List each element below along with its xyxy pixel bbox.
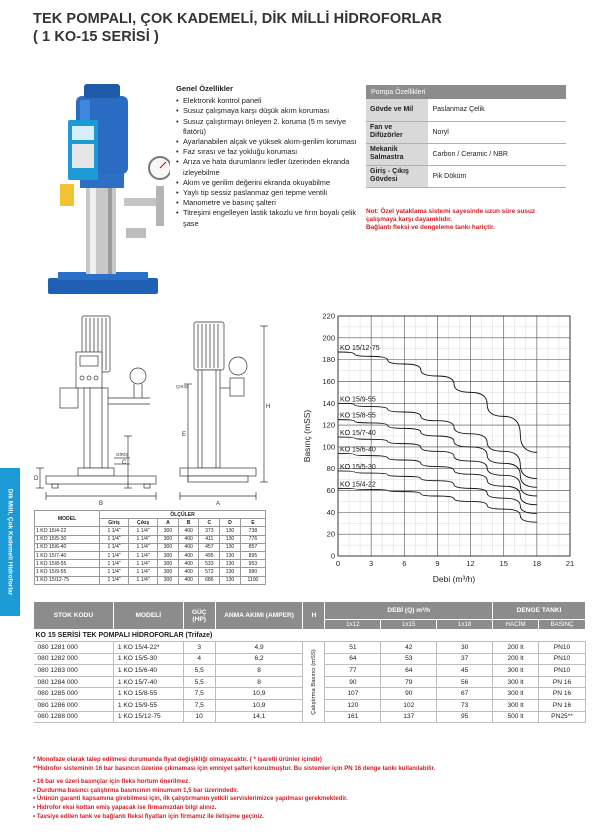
dims-cell: 300 bbox=[158, 568, 179, 576]
cell-stok: 080 1281 000 bbox=[34, 642, 114, 654]
table-row bbox=[35, 543, 266, 551]
dims-cell: 373 bbox=[199, 527, 220, 535]
footnote-list-item: • Tavsiye edilen tank ve bağlantı fleksi fiyatları için firmamız ile iletişime geçiniz. bbox=[33, 812, 264, 820]
dims-cell: 400 bbox=[178, 576, 199, 584]
start-pressure-label bbox=[303, 642, 325, 723]
prop-value: Pik Döküm bbox=[428, 165, 566, 187]
feature-item: • Yaylı tip sessiz paslanmaz geri tepme ventili bbox=[176, 188, 366, 198]
dims-cell: 1 1/4" bbox=[100, 543, 129, 551]
table-row bbox=[35, 535, 266, 543]
cell-basinc: PN 16 bbox=[538, 676, 585, 688]
outlet-label: ÇIKIŞ bbox=[176, 384, 188, 389]
table-row bbox=[34, 642, 586, 654]
cell-q2: 64 bbox=[381, 665, 437, 677]
col-flow-sub: 1x18 bbox=[437, 620, 493, 630]
prop-key: Gövde ve Mil bbox=[366, 99, 428, 121]
footnote-list-item: • 16 bar ve üzeri basınçlar için fleks hortum önerilmez. bbox=[33, 778, 190, 786]
cell-q2: 137 bbox=[381, 711, 437, 723]
pump-properties-header: Pompa Özellikleri bbox=[366, 85, 566, 99]
dims-cell: 130 bbox=[220, 527, 241, 535]
dims-cell: 1 1/4" bbox=[129, 543, 158, 551]
dims-col-header: E bbox=[240, 519, 265, 527]
footnote-text: Durdurma basıncı çalıştırma basıncının minumum 1,5 bar üzerindedir. bbox=[36, 786, 239, 794]
cell-akim: 6,2 bbox=[215, 653, 303, 665]
series-label: KO 15/12-75 bbox=[340, 345, 380, 352]
dims-model: 1 KO 15/12-75 bbox=[35, 576, 100, 584]
dims-cell: 300 bbox=[158, 535, 179, 543]
dims-cell: 130 bbox=[220, 560, 241, 568]
title-line-2: ( 1 KO-15 SERİSİ ) bbox=[33, 29, 159, 45]
red-note bbox=[366, 208, 566, 232]
y-tick-label: 140 bbox=[322, 398, 335, 408]
col-flow-sub: 1x12 bbox=[325, 620, 381, 630]
x-tick-label: 18 bbox=[532, 559, 542, 568]
photo-pressure-switch bbox=[60, 184, 74, 206]
dims-cell: 300 bbox=[158, 527, 179, 535]
prop-value: Carbon / Ceramic / NBR bbox=[428, 143, 566, 165]
x-tick-label: 6 bbox=[402, 559, 407, 568]
dims-model: 1 KO 15/6-40 bbox=[35, 543, 100, 551]
y-tick-label: 160 bbox=[322, 376, 335, 386]
dims-cell: 495 bbox=[199, 551, 220, 559]
dims-col-header: D bbox=[220, 519, 241, 527]
prop-value: Noryl bbox=[428, 121, 566, 143]
product-table bbox=[33, 601, 586, 723]
cell-q2: 79 bbox=[381, 676, 437, 688]
y-axis-label: Basınç (mSS) bbox=[302, 409, 312, 463]
cell-q1: 107 bbox=[325, 688, 381, 700]
col-flow-sub: 1x15 bbox=[381, 620, 437, 630]
y-tick-label: 100 bbox=[322, 442, 335, 452]
cell-stok: 080 1283 000 bbox=[34, 665, 114, 677]
feature-item: • Akım ve gerilim değerini ekranda okuyabilme bbox=[176, 178, 366, 188]
table-row bbox=[366, 165, 566, 187]
cell-q2: 42 bbox=[381, 642, 437, 654]
red-note-line: Bağlantı fleksi ve dengeleme tankı hariçtir. bbox=[366, 224, 495, 231]
cell-q1: 90 bbox=[325, 676, 381, 688]
dims-cell: 400 bbox=[178, 560, 199, 568]
dims-cell: 1 1/4" bbox=[129, 560, 158, 568]
table-row bbox=[35, 560, 266, 568]
dims-cell: 1 1/4" bbox=[100, 551, 129, 559]
x-tick-label: 9 bbox=[435, 559, 440, 568]
dims-cell: 130 bbox=[220, 576, 241, 584]
cell-hacim: 300 lt bbox=[493, 665, 539, 677]
cell-guc: 4 bbox=[183, 653, 215, 665]
cell-q2: 90 bbox=[381, 688, 437, 700]
cell-guc: 5,5 bbox=[183, 665, 215, 677]
cell-stok: 080 1284 000 bbox=[34, 676, 114, 688]
dims-cell: 130 bbox=[220, 535, 241, 543]
cell-stok: 080 1285 000 bbox=[34, 688, 114, 700]
cell-akim: 10,9 bbox=[215, 699, 303, 711]
dims-cell: 1100 bbox=[240, 576, 265, 584]
page-title bbox=[33, 10, 442, 46]
dims-model: 1 KO 15/7-40 bbox=[35, 551, 100, 559]
dims-cell: 1 1/4" bbox=[100, 568, 129, 576]
cell-q1: 77 bbox=[325, 665, 381, 677]
footnote: * Monofaze olarak talep edilmesi durumunda fiyat değişikliği olmayacaktır. ( * işaretli ürünler içindir) bbox=[33, 756, 322, 763]
dims-cell: 130 bbox=[220, 551, 241, 559]
footnotes bbox=[33, 756, 593, 821]
y-tick-label: 180 bbox=[322, 355, 335, 365]
cell-q1: 161 bbox=[325, 711, 381, 723]
prop-value: Paslanmaz Çelik bbox=[428, 99, 566, 121]
cell-basinc: PN10 bbox=[538, 653, 585, 665]
feature-item: • Manometre ve basınç şalteri bbox=[176, 198, 366, 208]
sidebar-category-tab bbox=[0, 468, 20, 616]
cell-guc: 3 bbox=[183, 642, 215, 654]
features-heading: Genel Özellikler bbox=[176, 84, 233, 93]
series-label: KO 15/5-30 bbox=[340, 463, 376, 471]
cell-hacim: 300 lt bbox=[493, 676, 539, 688]
series-label: KO 15/6-40 bbox=[340, 446, 376, 454]
col-tank-volume: HACİM bbox=[493, 620, 539, 630]
feature-item: • Faz sırası ve faz yokluğu koruması bbox=[176, 147, 366, 157]
x-tick-label: 3 bbox=[369, 559, 374, 568]
cell-akim: 14,1 bbox=[215, 711, 303, 723]
table-row bbox=[35, 551, 266, 559]
cell-hacim: 300 lt bbox=[493, 699, 539, 711]
inlet-label: GİRİŞ bbox=[116, 452, 129, 457]
features-list bbox=[176, 96, 366, 229]
x-tick-label: 15 bbox=[499, 559, 508, 568]
general-features bbox=[176, 84, 366, 229]
start-pressure-text: Çalıştırma Basıncı (mSS) bbox=[310, 649, 317, 715]
dims-cell: 990 bbox=[240, 568, 265, 576]
dims-cell: 533 bbox=[199, 560, 220, 568]
cell-q3: 56 bbox=[437, 676, 493, 688]
feature-item: • Susuz çalışmaya karşı düşük akım koruması bbox=[176, 106, 366, 116]
dims-cell: 300 bbox=[158, 560, 179, 568]
dims-cell: 1 1/4" bbox=[100, 527, 129, 535]
footnote-list-item: • Hidrofor eksi kottan emiş yapacak ise firmamızdan bilgi alınız. bbox=[33, 803, 217, 811]
dim-label-e: E bbox=[182, 432, 187, 438]
dim-label-h: H bbox=[266, 404, 271, 410]
col-tank-pressure: BASINÇ bbox=[538, 620, 585, 630]
cell-model: 1 KO 15/4-22* bbox=[113, 642, 183, 654]
dims-cell: 686 bbox=[199, 576, 220, 584]
cell-akim: 10,9 bbox=[215, 688, 303, 700]
cell-q1: 120 bbox=[325, 699, 381, 711]
col-power: GÜÇ (HP) bbox=[183, 602, 215, 630]
dims-cell: 400 bbox=[178, 535, 199, 543]
y-tick-label: 20 bbox=[326, 529, 335, 539]
x-tick-label: 12 bbox=[466, 559, 475, 568]
pump-properties-table bbox=[366, 85, 566, 188]
cell-basinc: PN10 bbox=[538, 665, 585, 677]
cell-q3: 73 bbox=[437, 699, 493, 711]
x-tick-label: 0 bbox=[335, 559, 341, 568]
feature-item: • Susuz çalıştırmayı önleyen 2. koruma (5 m seviye flatörü) bbox=[176, 117, 366, 137]
cell-guc: 5,5 bbox=[183, 676, 215, 688]
cell-model: 1 KO 15/8-55 bbox=[113, 688, 183, 700]
dims-col-header: Giriş bbox=[100, 519, 129, 527]
red-note-line: Not: Özel yataklama sistemi sayesinde uzun süre susuz çalışmaya karşı dayanıklıdır. bbox=[366, 208, 536, 223]
front-view-drawing bbox=[36, 316, 156, 500]
cell-q2: 53 bbox=[381, 653, 437, 665]
dims-col-header: A bbox=[158, 519, 179, 527]
col-current: ANMA AKIMI (AMPER) bbox=[215, 602, 303, 630]
cell-model: 1 KO 15/5-30 bbox=[113, 653, 183, 665]
footnote-text: Tavsiye edilen tank ve bağlantı fleksi fiyatları için firmamız ile iletişime geçiniz. bbox=[36, 812, 264, 820]
table-row bbox=[366, 121, 566, 143]
cell-basinc: PN 16 bbox=[538, 688, 585, 700]
footnote-text: Ürünün garanti kapsamına girebilmesi için, ilk çalıştırmanın yetkili servislerimizce yapılması gerekmektedir. bbox=[36, 795, 348, 803]
cell-q3: 37 bbox=[437, 653, 493, 665]
dims-group-header: ÖLÇÜLER bbox=[100, 511, 266, 519]
feature-item: • Ayarlanabilen alçak ve yüksek akım-gerilim koruması bbox=[176, 137, 366, 147]
footnote-text: 16 bar ve üzeri basınçlar için fleks hortum önerilmez. bbox=[36, 778, 190, 786]
y-tick-label: 220 bbox=[322, 311, 335, 321]
cell-basinc: PN10 bbox=[538, 642, 585, 654]
dims-cell: 1 1/4" bbox=[129, 551, 158, 559]
dims-cell: 776 bbox=[240, 535, 265, 543]
dims-cell: 738 bbox=[240, 527, 265, 535]
dims-model-header: MODEL bbox=[35, 511, 100, 527]
dims-cell: 400 bbox=[178, 527, 199, 535]
dims-cell: 1 1/4" bbox=[100, 576, 129, 584]
cell-stok: 080 1282 000 bbox=[34, 653, 114, 665]
product-photo bbox=[40, 78, 170, 300]
dims-cell: 1 1/4" bbox=[129, 527, 158, 535]
dims-cell: 411 bbox=[199, 535, 220, 543]
photo-manometer bbox=[149, 157, 170, 179]
col-model: MODELİ bbox=[113, 602, 183, 630]
cell-q3: 95 bbox=[437, 711, 493, 723]
table-row bbox=[35, 576, 266, 584]
cell-hacim: 300 lt bbox=[493, 688, 539, 700]
table-row bbox=[366, 99, 566, 121]
dims-cell: 1 1/4" bbox=[100, 560, 129, 568]
cell-basinc: PN25** bbox=[538, 711, 585, 723]
cell-guc: 7,5 bbox=[183, 688, 215, 700]
footnote-list-item: • Durdurma basıncı çalıştırma basıncının minumum 1,5 bar üzerindedir. bbox=[33, 786, 239, 794]
cell-hacim: 200 lt bbox=[493, 653, 539, 665]
series-label: KO 15/7-40 bbox=[340, 430, 376, 438]
dim-label-b: B bbox=[98, 501, 104, 507]
cell-model: 1 KO 15/9-55 bbox=[113, 699, 183, 711]
dims-cell: 857 bbox=[240, 543, 265, 551]
cell-q3: 45 bbox=[437, 665, 493, 677]
dims-model: 1 KO 15/9-55 bbox=[35, 568, 100, 576]
dims-cell: 895 bbox=[240, 551, 265, 559]
cell-guc: 7,5 bbox=[183, 699, 215, 711]
cell-q2: 102 bbox=[381, 699, 437, 711]
feature-item: • Arıza ve hata durumlarını ledler üzerinden ekranda izleyebilme bbox=[176, 157, 366, 177]
cell-q3: 30 bbox=[437, 642, 493, 654]
prop-key: Fan ve Difüzörler bbox=[366, 121, 428, 143]
cell-stok: 080 1288 000 bbox=[34, 711, 114, 723]
dims-model: 1 KO 15/8-55 bbox=[35, 560, 100, 568]
dims-cell: 1 1/4" bbox=[129, 535, 158, 543]
cell-q1: 64 bbox=[325, 653, 381, 665]
cell-model: 1 KO 15/6-40 bbox=[113, 665, 183, 677]
cell-hacim: 200 lt bbox=[493, 642, 539, 654]
table-section-title: KO 15 SERİSİ TEK POMPALI HİDROFORLAR (Trifaze) bbox=[34, 630, 586, 642]
dims-model: 1 KO 15/5-30 bbox=[35, 535, 100, 543]
dims-cell: 300 bbox=[158, 551, 179, 559]
dim-label-d: D bbox=[34, 476, 39, 482]
footnote: **Hidrofor sisteminin 16 bar basıncın üzerine çıkmaması için emniyet şalteri konulmuştur. Bu sistemler için PN 16 denge tankı kullanılabilir. bbox=[33, 764, 436, 772]
y-tick-label: 120 bbox=[322, 420, 335, 430]
photo-base bbox=[48, 278, 158, 294]
cell-q3: 67 bbox=[437, 688, 493, 700]
footnote-list-item: • Ürünün garanti kapsamına girebilmesi için, ilk çalıştırmanın yetkili servislerimizce yapılması gerekmektedir. bbox=[33, 795, 348, 803]
dims-cell: 400 bbox=[178, 551, 199, 559]
technical-drawings bbox=[30, 308, 275, 510]
series-label: KO 15/4-22 bbox=[340, 481, 376, 489]
cell-akim: 8 bbox=[215, 665, 303, 677]
footnote-text: Hidrofor eksi kottan emiş yapacak ise firmamızdan bilgi alınız. bbox=[36, 803, 217, 811]
table-row bbox=[35, 527, 266, 535]
dims-cell: 130 bbox=[220, 568, 241, 576]
cell-guc: 10 bbox=[183, 711, 215, 723]
cell-q1: 51 bbox=[325, 642, 381, 654]
performance-chart bbox=[298, 308, 588, 586]
dims-cell: 400 bbox=[178, 568, 199, 576]
dims-cell: 1 1/4" bbox=[100, 535, 129, 543]
y-tick-label: 0 bbox=[330, 551, 335, 561]
x-axis-label: Debi (m³/h) bbox=[432, 574, 476, 584]
cell-akim: 8 bbox=[215, 676, 303, 688]
cell-hacim: 500 lt bbox=[493, 711, 539, 723]
table-row bbox=[366, 143, 566, 165]
dimensions-table bbox=[34, 510, 266, 585]
dims-cell: 1 1/4" bbox=[129, 576, 158, 584]
feature-item: • Titreşimi engelleyen lastik takozlu ve fırın boyalı çelik şase bbox=[176, 208, 366, 228]
dims-cell: 130 bbox=[220, 543, 241, 551]
dims-cell: 1 1/4" bbox=[129, 568, 158, 576]
dim-label-c: C bbox=[122, 460, 127, 466]
dims-col-header: C bbox=[199, 519, 220, 527]
dim-label-a: A bbox=[215, 501, 221, 507]
feature-item: • Elektronik kontrol paneli bbox=[176, 96, 366, 106]
col-head: H bbox=[303, 602, 325, 630]
dims-cell: 400 bbox=[178, 543, 199, 551]
cell-stok: 080 1286 000 bbox=[34, 699, 114, 711]
side-view-drawing bbox=[180, 322, 271, 500]
dims-col-header: Çıkış bbox=[129, 519, 158, 527]
cell-model: 1 KO 15/12-75 bbox=[113, 711, 183, 723]
series-label: KO 15/9-55 bbox=[340, 396, 376, 404]
title-line-1: TEK POMPALI, ÇOK KADEMELİ, DİK MİLLİ HİDROFORLAR bbox=[33, 11, 442, 27]
x-tick-label: 21 bbox=[565, 559, 575, 568]
dims-cell: 300 bbox=[158, 543, 179, 551]
dims-cell: 300 bbox=[158, 576, 179, 584]
series-label: KO 15/8-55 bbox=[340, 412, 376, 420]
dims-cell: 457 bbox=[199, 543, 220, 551]
col-tank: DENGE TANKI bbox=[493, 602, 586, 620]
cell-model: 1 KO 15/7-40 bbox=[113, 676, 183, 688]
cell-akim: 4,9 bbox=[215, 642, 303, 654]
y-tick-label: 40 bbox=[326, 507, 335, 517]
dims-col-header: B bbox=[178, 519, 199, 527]
dims-cell: 953 bbox=[240, 560, 265, 568]
prop-key: Giriş - Çıkış Gövdesi bbox=[366, 165, 428, 187]
col-flow: DEBİ (Q) m³/h bbox=[325, 602, 493, 620]
col-stock-code: STOK KODU bbox=[34, 602, 114, 630]
table-row bbox=[35, 568, 266, 576]
dims-cell: 572 bbox=[199, 568, 220, 576]
dims-model: 1 KO 15/4-22 bbox=[35, 527, 100, 535]
sidebar-category-label: Dik Milli, Çok Kademeli Hidroforlar bbox=[6, 488, 14, 596]
y-tick-label: 60 bbox=[326, 486, 335, 496]
y-tick-label: 200 bbox=[322, 333, 335, 343]
prop-key: Mekanik Salmastra bbox=[366, 143, 428, 165]
cell-basinc: PN 16 bbox=[538, 699, 585, 711]
y-tick-label: 80 bbox=[326, 464, 335, 474]
